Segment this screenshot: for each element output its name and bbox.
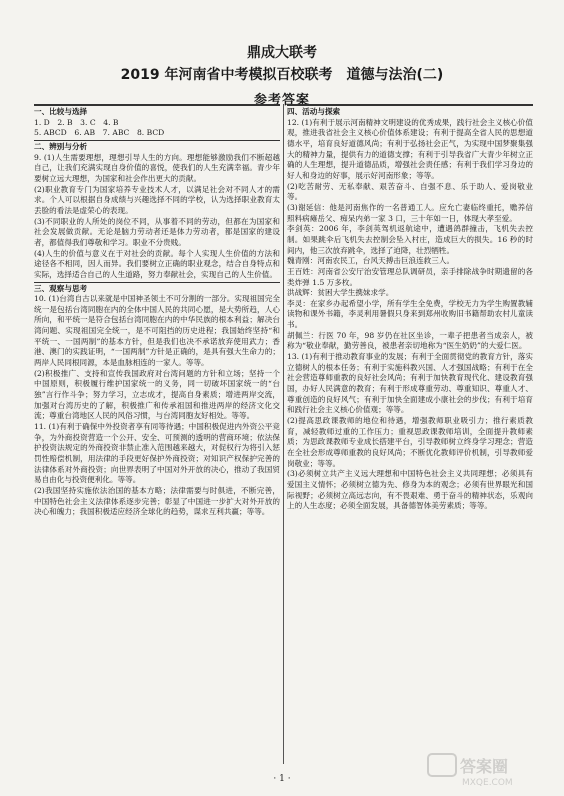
answer-key-title: 参考答案 — [253, 93, 310, 108]
answer-paragraph: 胡佩兰：行医 70 年，98 岁仍在社区坐诊，一辈子把患者当成亲人，被称为“敬业奉献，勤劳善良，被患者亲切地称为“医生奶奶”的大爱仁医。 — [287, 330, 533, 351]
answer-paragraph: 李灵：在家乡办起希望小学，所有学生全免费，学校无力为学生购置教辅读物和课外书籍，李灵利用暑假只身来到郑州收购旧书籍帮助农村儿童读书。 — [287, 298, 533, 330]
section-analysis-title: 二、辨别与分析 — [34, 140, 280, 153]
answer-paragraph: 12. (1)有利于展示河南精神文明建设的优秀成果，践行社会主义核心价值观，推进我省社会主义核心价值体系建设；有利于提高全省人民的思想道德水平，培育良好道德风尚；有利于弘扬社会正气，为实现中国梦聚集强大的精神力量，提供有力的道德支撑；有利于引导我省广大青少年树立正确的人生理想，提升道德品质，增强社会责任感；有利于我们学习身边的好人和身边的好事，展示好河南形象；等等。 — [287, 117, 533, 180]
answer-paragraph: (2)提高思政课教师的地位和待遇，增强教师职业吸引力；推行素质教育，减轻教师过重的工作压力；重视思政课教师培训，全面提升教师素质；为思政课教师专业成长搭建平台，引导教师树立终身学习理念；营造在全社会形成尊师重教的良好风尚；不断优化教师评价机制，引导教师爱岗敬业；等等。 — [287, 416, 533, 468]
section-activity-title: 四、活动与探索 — [287, 104, 533, 118]
section-choice-title: 一、比较与选择 — [34, 104, 280, 118]
answer-paragraph: (2)我国坚持实施依法治国的基本方略；法律需要与时俱进，不断完善，中国特色社会主义法律体系逐步完善；彰显了中国进一步扩大对外开放的决心和魄力；我国积极适应经济全球化的趋势，谋求互利共赢；等等。 — [34, 485, 280, 517]
exam-org-title: 鼎成大联考 — [247, 45, 317, 61]
answer-paragraph: (3)不同职业的人所处的岗位不同，从事着不同的劳动，但都在为国家和社会发展做贡献。无论是脑力劳动者还是体力劳动者，都是国家的建设者，都值得我们尊敬和学习。职业不分贵贱。 — [34, 216, 280, 247]
svg-text:答案圈: 答案圈 — [460, 757, 509, 776]
choice-answers-row-2: 5. ABCD 6. AB 7. ABC 8. BCD — [34, 128, 165, 138]
section-observe-title: 三、观察与思考 — [34, 282, 280, 295]
right-column — [287, 104, 533, 766]
answer-paragraph: (2)职业教育专门为国家培养专业技术人才，以满足社会对不同人才的需求。个人可以根据自身成绩与兴趣选择不同的学校，认为选择职业教育太丢脸的看法是虚荣心的表现。 — [34, 184, 280, 215]
column-divider — [283, 104, 284, 764]
answer-paragraph: (2)吃苦耐劳、无私奉献、艰苦奋斗、自强不息、乐于助人、爱岗敬业等。 — [287, 181, 533, 202]
answer-paragraph: (3)谢延信：他是河南焦作的一名普通工人。应允亡妻临终重托，赡养信照料病瘫岳父、痴呆内弟一家 3 口，三十年如一日，体现大孝至爱。 — [287, 202, 533, 223]
answer-paragraph: (3)必须树立共产主义远大理想和中国特色社会主义共同理想；必须具有爱国主义情怀；必须树立德为先、修身为本的观念；必须有世界眼光和国际视野；必须树立高远志向，有不畏艰难、勇于奋斗的精神状态，乐观向上的人生态度；必须全面发展，具备德智体美劳素质；等等。 — [287, 469, 533, 511]
answer-paragraph: 11. (1)有利于确保中外投资者享有同等待遇；中国积极促进内外资公平竞争，为外商投资营造一个公开、安全、可预测的透明的营商环境；依法保护投资法规定的外商投资非禁止准入范围越来越大，对促权行为将引入惩罚性赔偿机制，用法律的手段更好保护外商投资；对知识产权保护完善的法律体系对外商投资；向世界表明了中国对外开放的决心，推动了我国贸易自由化与投资便利化。等等。 — [34, 422, 280, 485]
answer-paragraph: 13. (1)有利于推动教育事业的发展；有利于全面贯彻党的教育方针，落实立德树人的根本任务；有利于实施科教兴国、人才强国战略；有利于在全社会营造尊师重教的良好社会风尚；有利于加快教育现代化、建设教育强国，办好人民满意的教育；有利于形成尊重劳动、尊重知识、尊重人才、尊重创造的良好风气；有利于加快全面建成小康社会的步伐；有利于培育和践行社会主义核心价值观；等等。 — [287, 352, 533, 415]
answer-paragraph: 魏青刚：河南农民工，台风天搏击巨浪连救三人。 — [287, 256, 455, 266]
exam-title: 2019 年河南省中考模拟百校联考 道德与法治(二) — [120, 67, 444, 83]
answer-paragraph: 李剑英：2006 年，李剑英驾机返航途中，遭遇鸽群撞击，飞机失去控制。如果跳伞后飞机失去控制会坠入村庄，造成巨大的损失。16 秒的时间内，他三次放弃跳伞，选择了迫降，壮烈牺牲。 — [287, 224, 533, 255]
page-number: · 1 · — [273, 774, 291, 784]
answer-paragraph: 洪战辉：贫困大学生携妹求学。 — [287, 288, 394, 298]
choice-answers-row-1: 1. D 2. B 3. C 4. B — [34, 117, 119, 127]
answer-paragraph: 9. (1)人生需要理想，理想引导人生的方向。理想能够激励我们不断超越自己，让我们充满实现自身价值的喜悦，使我们的人生充满幸福。青少年要树立远大理想，为国家和社会作出更大的贡献。 — [34, 152, 280, 183]
svg-text:MXQE.COM: MXQE.COM — [462, 778, 513, 788]
answer-paragraph: 王百姓：河南省公安厅治安管理总队调研员，亲手排除战争时期遗留的各类炸弹 1.5 万多枚。 — [287, 266, 533, 287]
answer-paragraph: 10. (1)台湾自古以来就是中国神圣领土不可分割的一部分。实现祖国完全统一是包括台湾同胞在内的全体中国人民的共同心愿，是大势所趋，人心所向，和平统一是符合包括台湾同胞在内的中华民族的根本利益；解决台湾问题、实现祖国完全统一，是不可阻挡的历史进程；我国始终坚持“和平统一、一国两制”的基本方针，但是我们也决不承诺放弃使用武力；香港、澳门的实践证明，“一国两制”方针是正确的，是具有强大生命力的；两岸人民同根同源，本是血脉相连的一家人。等等。 — [34, 294, 280, 368]
answer-paragraph: (4)人生的价值与意义在于对社会的贡献。每个人实现人生价值的方法和途径各不相同，因人而异。我们要树立正确的职业观念，结合自身特点和实际，选择适合自己的人生道路，努力奉献社会，实现自己的人生价值。 — [34, 248, 280, 279]
answer-paragraph: (2)积极推广、支持和宣传我国政府对台湾问题的方针和立场；坚持一个中国原则，积极履行维护国家统一的义务，同一切破坏国家统一的“台独”言行作斗争；努力学习，立志成才，提高自身素质；增进两岸交流，加强对台湾历史的了解，积极推广和传承祖国和推进两岸的经济文化交流；尊重台湾地区人民的风俗习惯，与台湾同胞友好相处。等等。 — [34, 368, 280, 421]
watermark-logo — [426, 752, 546, 788]
left-column — [34, 104, 280, 766]
